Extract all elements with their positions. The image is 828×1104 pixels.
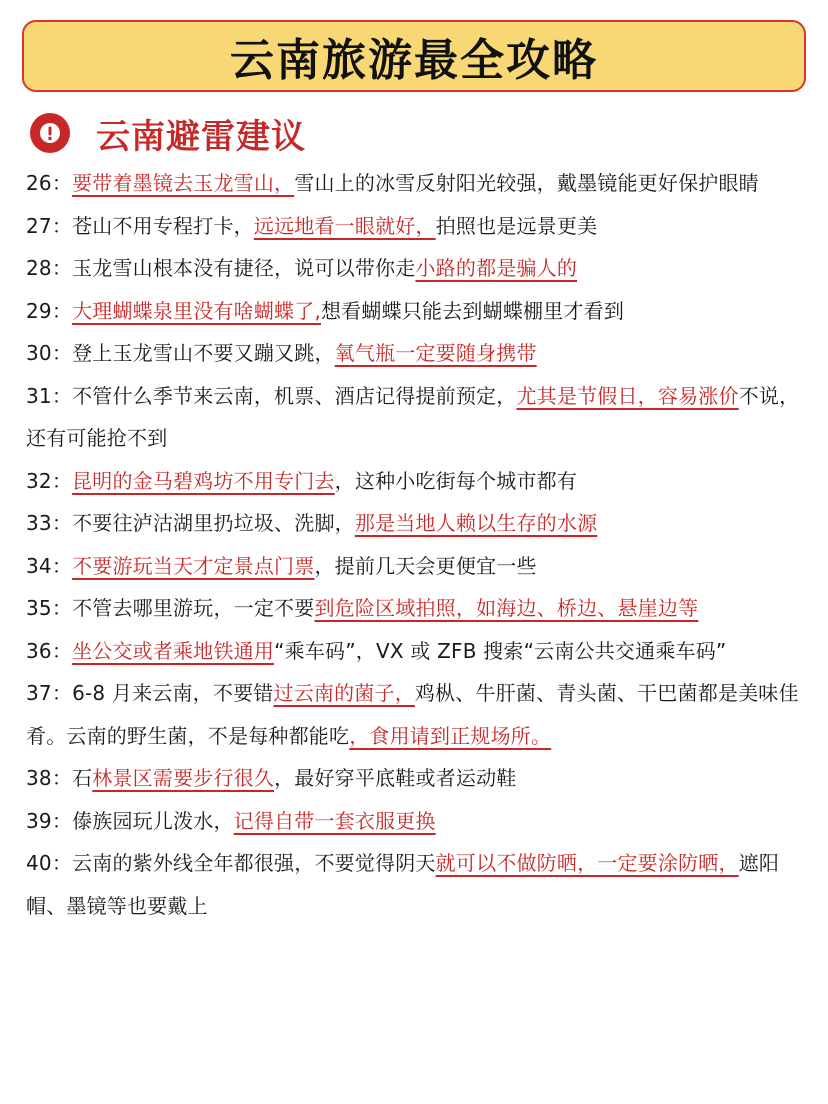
tip-number: 28：: [26, 256, 73, 280]
tip-text: 石: [72, 766, 93, 790]
section-title: 云南避雷建议: [96, 116, 306, 157]
tip-highlight: 尤其是节假日，容易涨价: [516, 383, 739, 408]
tip-number: 30：: [26, 341, 73, 365]
tip-item: [26, 545, 808, 588]
title-banner: [22, 20, 806, 92]
tip-number: 40：: [26, 851, 73, 875]
tip-highlight: 那是当地人赖以生存的水源: [354, 511, 598, 535]
tip-number: 27：: [26, 213, 73, 238]
tip-number: 31：: [26, 383, 73, 408]
tip-number: 39：: [26, 808, 73, 833]
tip-text: “乘车码”，VX 或 ZFB 搜索“云南公共交通乘车码”: [274, 638, 727, 663]
section-header: [30, 108, 306, 158]
tip-text: 玉龙雪山根本没有捷径，说可以带你走: [72, 256, 416, 280]
tip-number: 34：: [26, 553, 73, 578]
tip-highlight: 小路的都是骗人的: [415, 256, 578, 280]
tip-number: 35：: [26, 596, 73, 620]
tip-number: 32：: [26, 468, 73, 493]
tip-text: 雪山上的冰雪反射阳光较强，戴墨镜能更好保护眼睛: [294, 171, 759, 195]
tip-item: [26, 375, 808, 460]
tip-item: [26, 205, 808, 248]
tip-text: 拍照也是远景更美: [435, 213, 598, 238]
tip-number: 29：: [26, 298, 73, 323]
alert-icon: [30, 113, 70, 153]
tip-highlight: 就可以不做防晒，一定要涂防晒，: [435, 851, 739, 875]
tip-highlight: 要带着墨镜去玉龙雪山，: [72, 171, 295, 195]
tip-text: 不说，还有可能抢不到: [26, 383, 800, 450]
tip-highlight: 不要游玩当天才定景点门票: [72, 553, 315, 578]
tip-text: 苍山不用专程打卡，: [72, 213, 254, 238]
tip-number: 26：: [26, 171, 73, 195]
tip-highlight: 过云南的菌子，: [273, 681, 415, 705]
tip-highlight: 坐公交或者乘地铁通用: [72, 638, 275, 663]
tip-number: 37：: [26, 681, 73, 705]
tip-highlight: 林景区需要步行很久: [92, 766, 275, 790]
tip-number: 36：: [26, 638, 73, 663]
tip-item: [26, 502, 808, 545]
tip-item: [26, 672, 808, 757]
tip-highlight: 远远地看一眼就好，: [253, 213, 436, 238]
tip-text: 不管去哪里游玩，一定不要: [72, 596, 315, 620]
tip-highlight: 昆明的金马碧鸡坊不用专门去: [72, 468, 335, 493]
tip-number: 33：: [26, 511, 73, 535]
tip-item: [26, 757, 808, 800]
tip-text: 想看蝴蝶只能去到蝴蝶棚里才看到: [321, 298, 625, 323]
tip-item: [26, 332, 808, 375]
tip-item: [26, 800, 808, 843]
tip-text: 登上玉龙雪山不要又蹦又跳，: [72, 341, 335, 365]
tip-item: [26, 162, 808, 205]
tip-text: 云南的紫外线全年都很强，不要觉得阴天: [72, 851, 436, 875]
tip-text: 6-8 月来云南，不要错: [72, 681, 274, 705]
tip-text: ，这种小吃街每个城市都有: [334, 468, 578, 493]
tip-highlight: ，食用请到正规场所。: [349, 723, 552, 748]
tip-item: [26, 290, 808, 333]
tip-number: 38：: [26, 766, 73, 790]
tip-item: [26, 460, 808, 503]
tip-text: 不管什么季节来云南，机票、酒店记得提前预定，: [72, 383, 517, 408]
tip-item: [26, 630, 808, 673]
tips-list: [26, 162, 808, 927]
tip-text: 鸡枞、牛肝菌、青头菌、干巴菌都是美味佳肴。云南的野生菌，不是每种都能吃: [26, 681, 799, 748]
tip-highlight: 记得自带一套衣服更换: [233, 808, 436, 833]
tip-text: 遮阳帽、墨镜等也要戴上: [26, 851, 780, 918]
tip-highlight: 到危险区域拍照，如海边、桥边、悬崖边等: [314, 596, 699, 620]
tip-text: 不要往泸沽湖里扔垃圾、洗脚，: [72, 511, 355, 535]
tip-highlight: 大理蝴蝶泉里没有啥蝴蝶了,: [72, 298, 322, 323]
tip-item: [26, 247, 808, 290]
tip-highlight: 氧气瓶一定要随身携带: [334, 341, 537, 365]
tip-text: 傣族园玩儿泼水，: [72, 808, 234, 833]
tip-text: ，最好穿平底鞋或者运动鞋: [274, 766, 517, 790]
tip-text: ，提前几天会更便宜一些: [314, 553, 537, 578]
tip-item: [26, 587, 808, 630]
tip-item: [26, 842, 808, 927]
page-title: 云南旅游最全攻略: [230, 35, 598, 86]
